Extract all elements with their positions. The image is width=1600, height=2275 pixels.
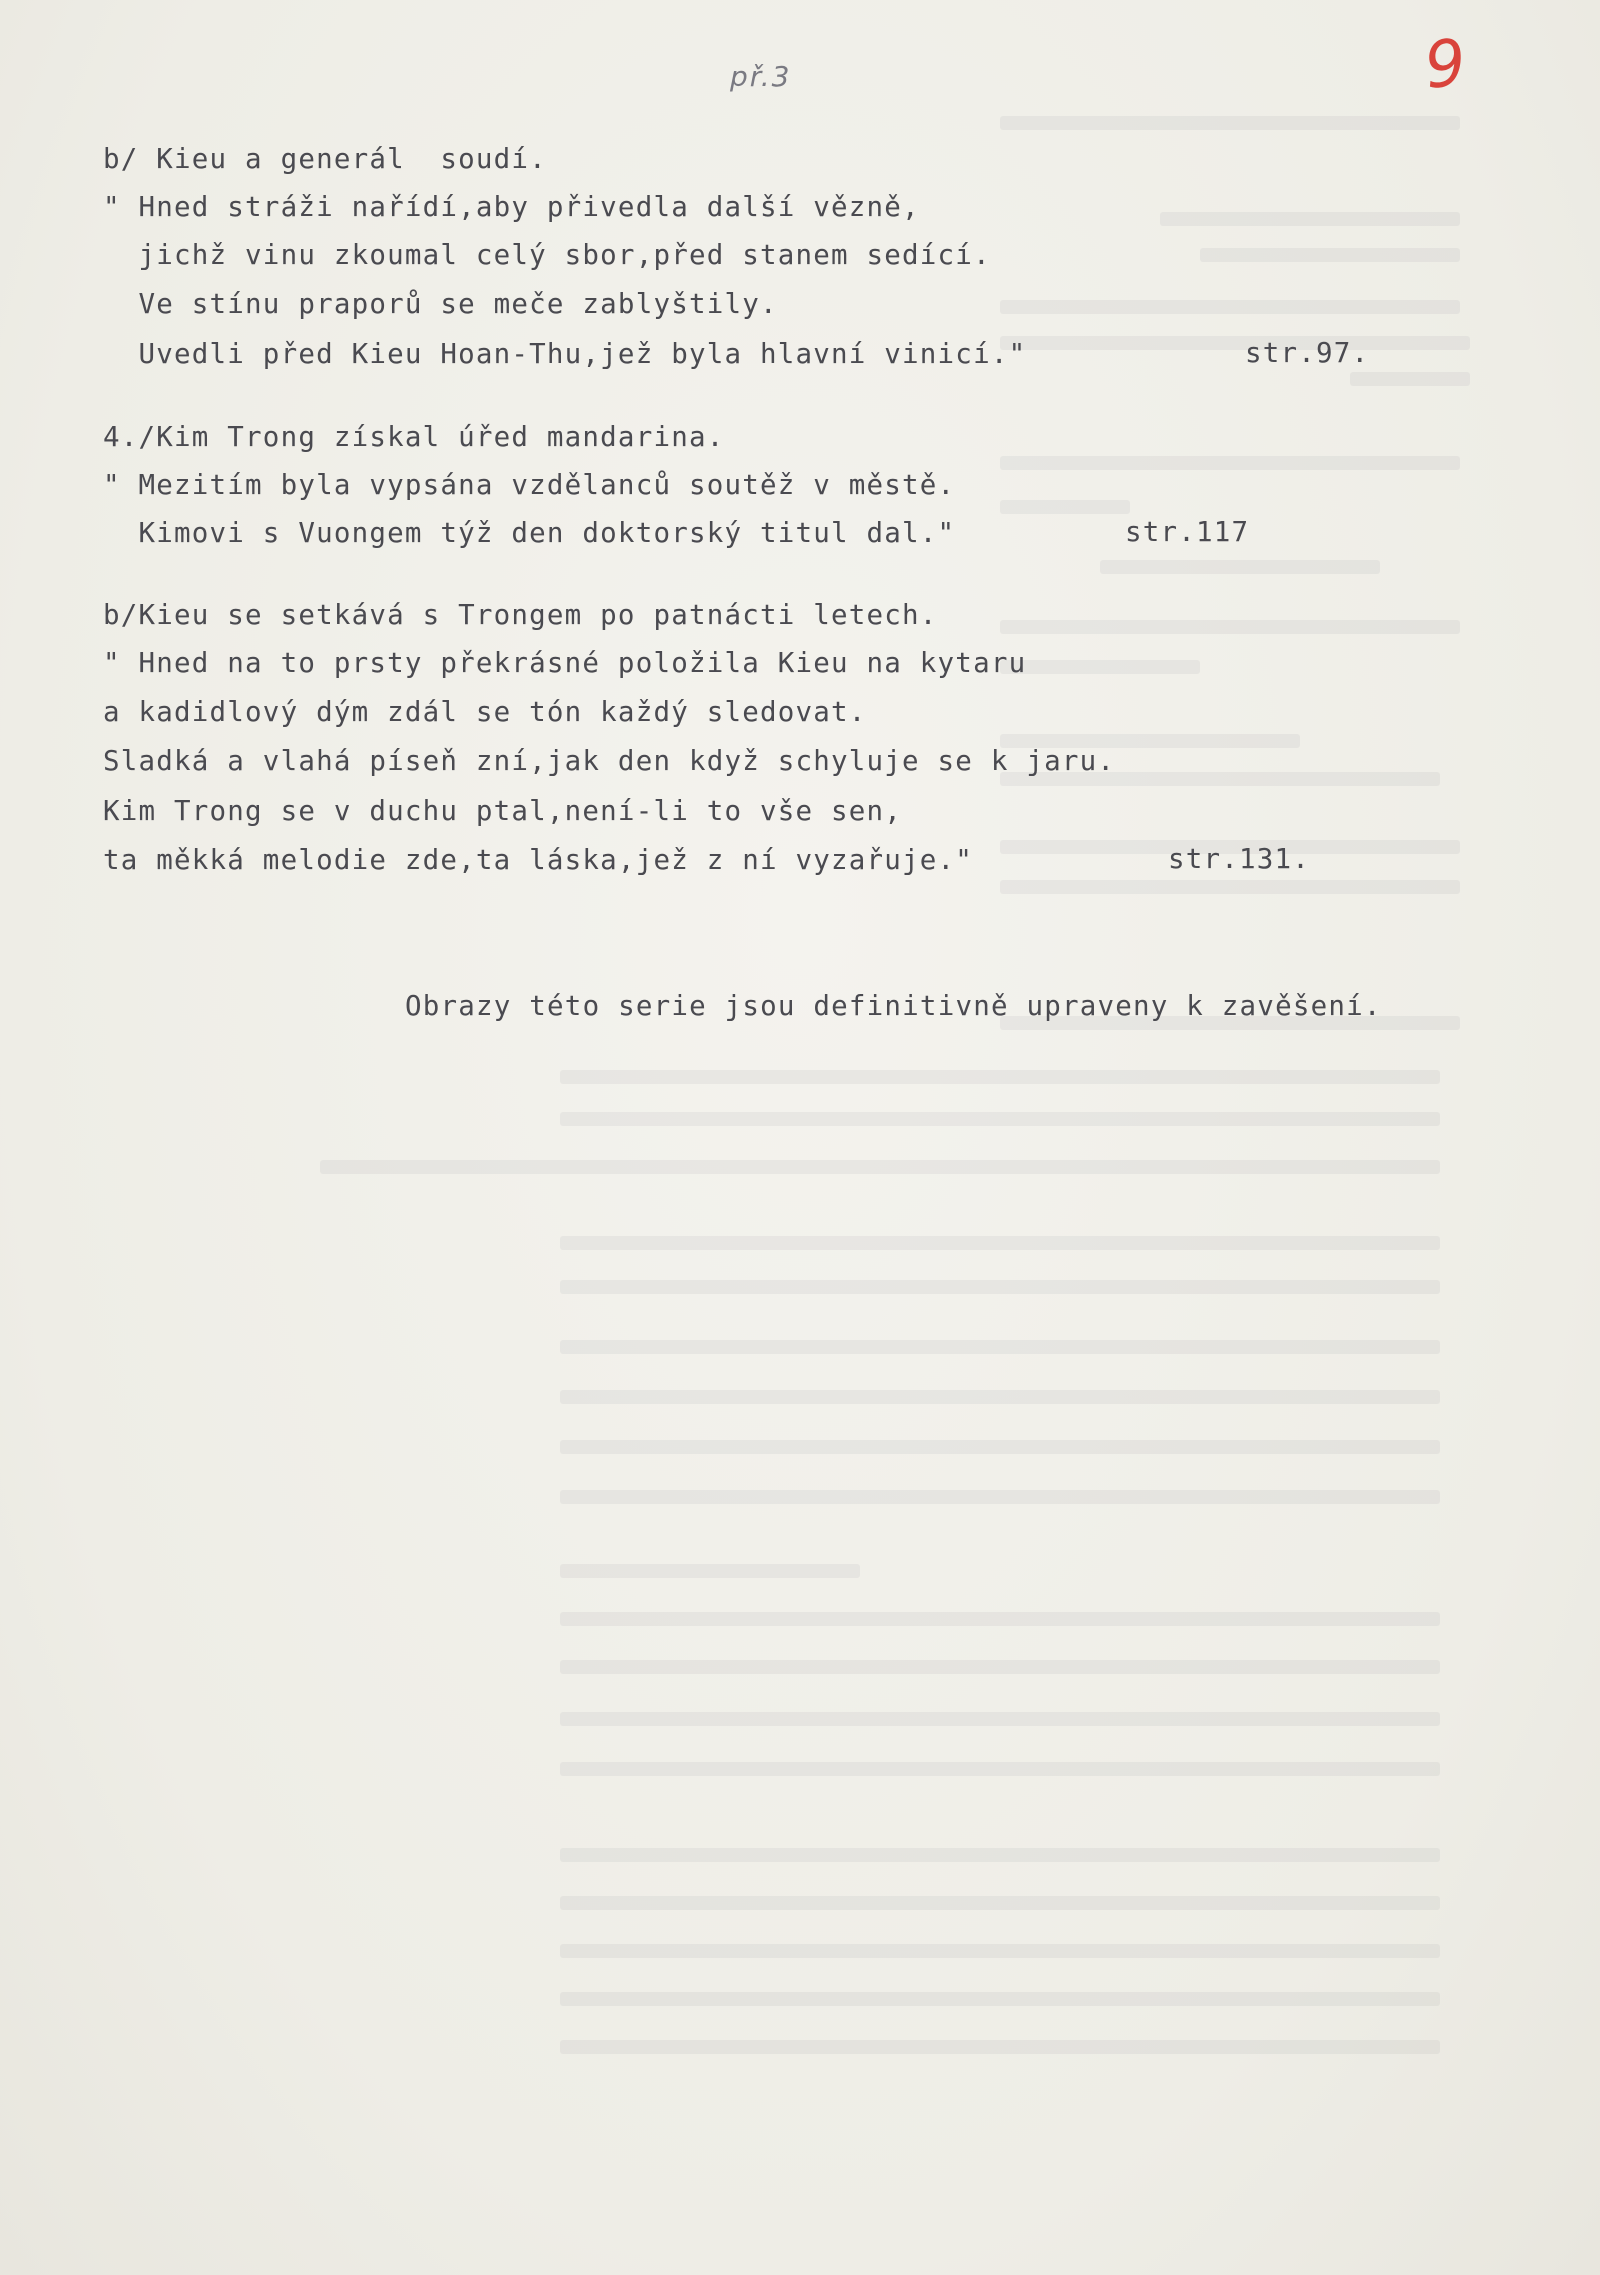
page-number: 9 (1421, 26, 1470, 104)
section-1-line-3: jichž vinu zkoumal celý sbor,před stanem sedící. (103, 239, 991, 271)
section-1-line-5: Uvedli před Kieu Hoan-Thu,jež byla hlavní vinicí." (103, 338, 1027, 370)
section-3-line-6: ta měkká melodie zde,ta láska,jež z ní vyzařuje." (103, 844, 974, 876)
pencil-annotation: př.3 (730, 60, 792, 93)
section-1-line-1: b/ Kieu a generál soudí. (103, 143, 547, 175)
section-1-line-4: Ve stínu praporů se meče zablyštily. (103, 288, 778, 320)
section-2-reference: str.117 (1125, 516, 1250, 548)
section-2-line-2: " Mezitím byla vypsána vzdělanců soutěž v městě. (103, 469, 956, 501)
section-3-line-4: Sladká a vlahá píseň zní,jak den když schyluje se k jaru. (103, 745, 1116, 777)
section-1-line-2: " Hned stráži nařídí,aby přivedla další vězně, (103, 191, 920, 223)
section-2-line-3: Kimovi s Vuongem týž den doktorský titul dal." (103, 517, 956, 549)
section-1-reference: str.97. (1245, 337, 1370, 369)
section-2-line-1: 4./Kim Trong získal úřed mandarina. (103, 421, 725, 453)
section-3-line-1: b/Kieu se setkává s Trongem po patnácti letech. (103, 599, 938, 631)
section-3-line-3: a kadidlový dým zdál se tón každý sledovat. (103, 696, 867, 728)
closing-statement: Obrazy této serie jsou definitivně upraveny k zavěšení. (405, 990, 1382, 1022)
section-3-reference: str.131. (1168, 843, 1311, 875)
section-3-line-2: " Hned na to prsty překrásné položila Kieu na kytaru (103, 647, 1027, 679)
section-3-line-5: Kim Trong se v duchu ptal,není-li to vše sen, (103, 795, 903, 827)
